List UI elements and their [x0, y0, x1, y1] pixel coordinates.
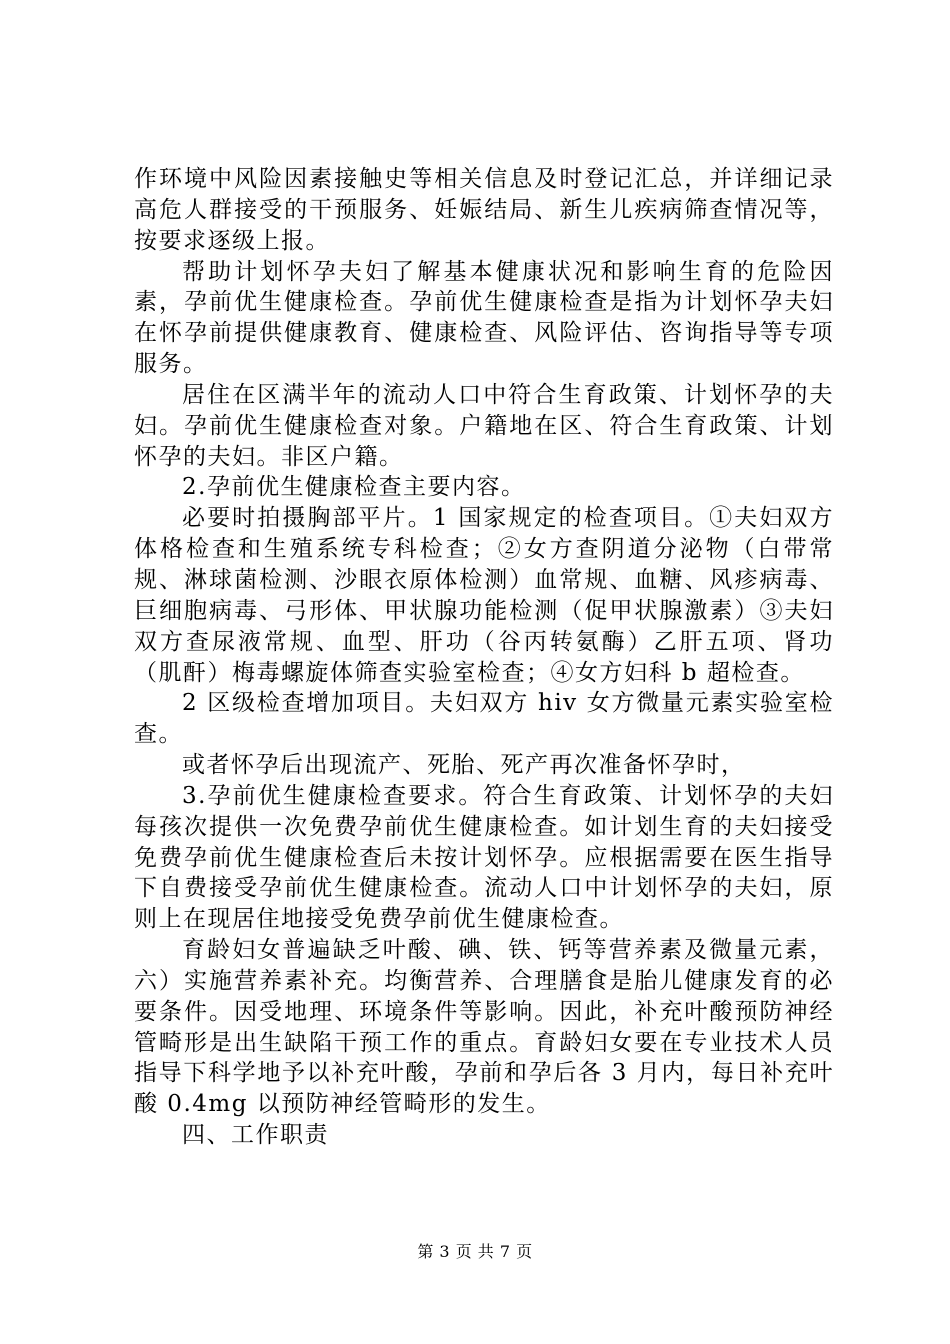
section-heading-2: 2.孕前优生健康检查主要内容。 [182, 474, 526, 501]
paragraph-9: 育龄妇女普遍缺乏叶酸、碘、铁、钙等营养素及微量元素，六）实施营养素补充。均衡营养、合理膳食是胎儿健康发育的必要条件。因受地理、环境条件等影响。因此，补充叶酸预防神经管畸形是出生缺陷干预工作的重点。育龄妇女要在专业技术人员指导下科学地予以补充叶酸，孕前和孕后各 3 月内，每日补充叶酸 0.4mg 以预防神经管畸形的发生。 [134, 937, 834, 1118]
paragraph-2: 帮助计划怀孕夫妇了解基本健康状况和影响生育的危险因素，孕前优生健康检查。孕前优生健康检查是指为计划怀孕夫妇在怀孕前提供健康教育、健康检查、风险评估、咨询指导等专项服务。 [134, 258, 834, 378]
paragraph-3: 居住在区满半年的流动人口中符合生育政策、计划怀孕的夫妇。孕前优生健康检查对象。户籍地在区、符合生育政策、计划怀孕的夫妇。非区户籍。 [134, 381, 834, 470]
paragraph-8: 3.孕前优生健康检查要求。符合生育政策、计划怀孕的夫妇每孩次提供一次免费孕前优生健康检查。如计划生育的夫妇接受免费孕前优生健康检查后未按计划怀孕。应根据需要在医生指导下自费接受孕前优生健康检查。流动人口中计划怀孕的夫妇，原则上在现居住地接受免费孕前优生健康检查。 [134, 782, 834, 933]
document-body [134, 164, 834, 1151]
section-heading-4: 四、工作职责 [182, 1122, 329, 1149]
paragraph-7: 或者怀孕后出现流产、死胎、死产再次准备怀孕时， [182, 752, 746, 779]
paragraph-1: 作环境中风险因素接触史等相关信息及时登记汇总，并详细记录高危人群接受的干预服务、妊娠结局、新生儿疾病筛查情况等，按要求逐级上报。 [134, 166, 834, 254]
paragraph-6: 2 区级检查增加项目。夫妇双方 hiv 女方微量元素实验室检查。 [134, 690, 834, 748]
paragraph-5: 必要时拍摄胸部平片。1 国家规定的检查项目。①夫妇双方体格检查和生殖系统专科检查；②女方查阴道分泌物（白带常规、淋球菌检测、沙眼衣原体检测）血常规、血糖、风疹病毒、巨细胞病毒、弓形体、甲状腺功能检测（促甲状腺激素）③夫妇双方查尿液常规、血型、肝功（谷丙转氨酶）乙肝五项、肾功（肌酐）梅毒螺旋体筛查实验室检查；④女方妇科 b 超检查。 [134, 505, 834, 686]
page-number-footer: 第 3 页 共 7 页 [417, 1242, 533, 1261]
